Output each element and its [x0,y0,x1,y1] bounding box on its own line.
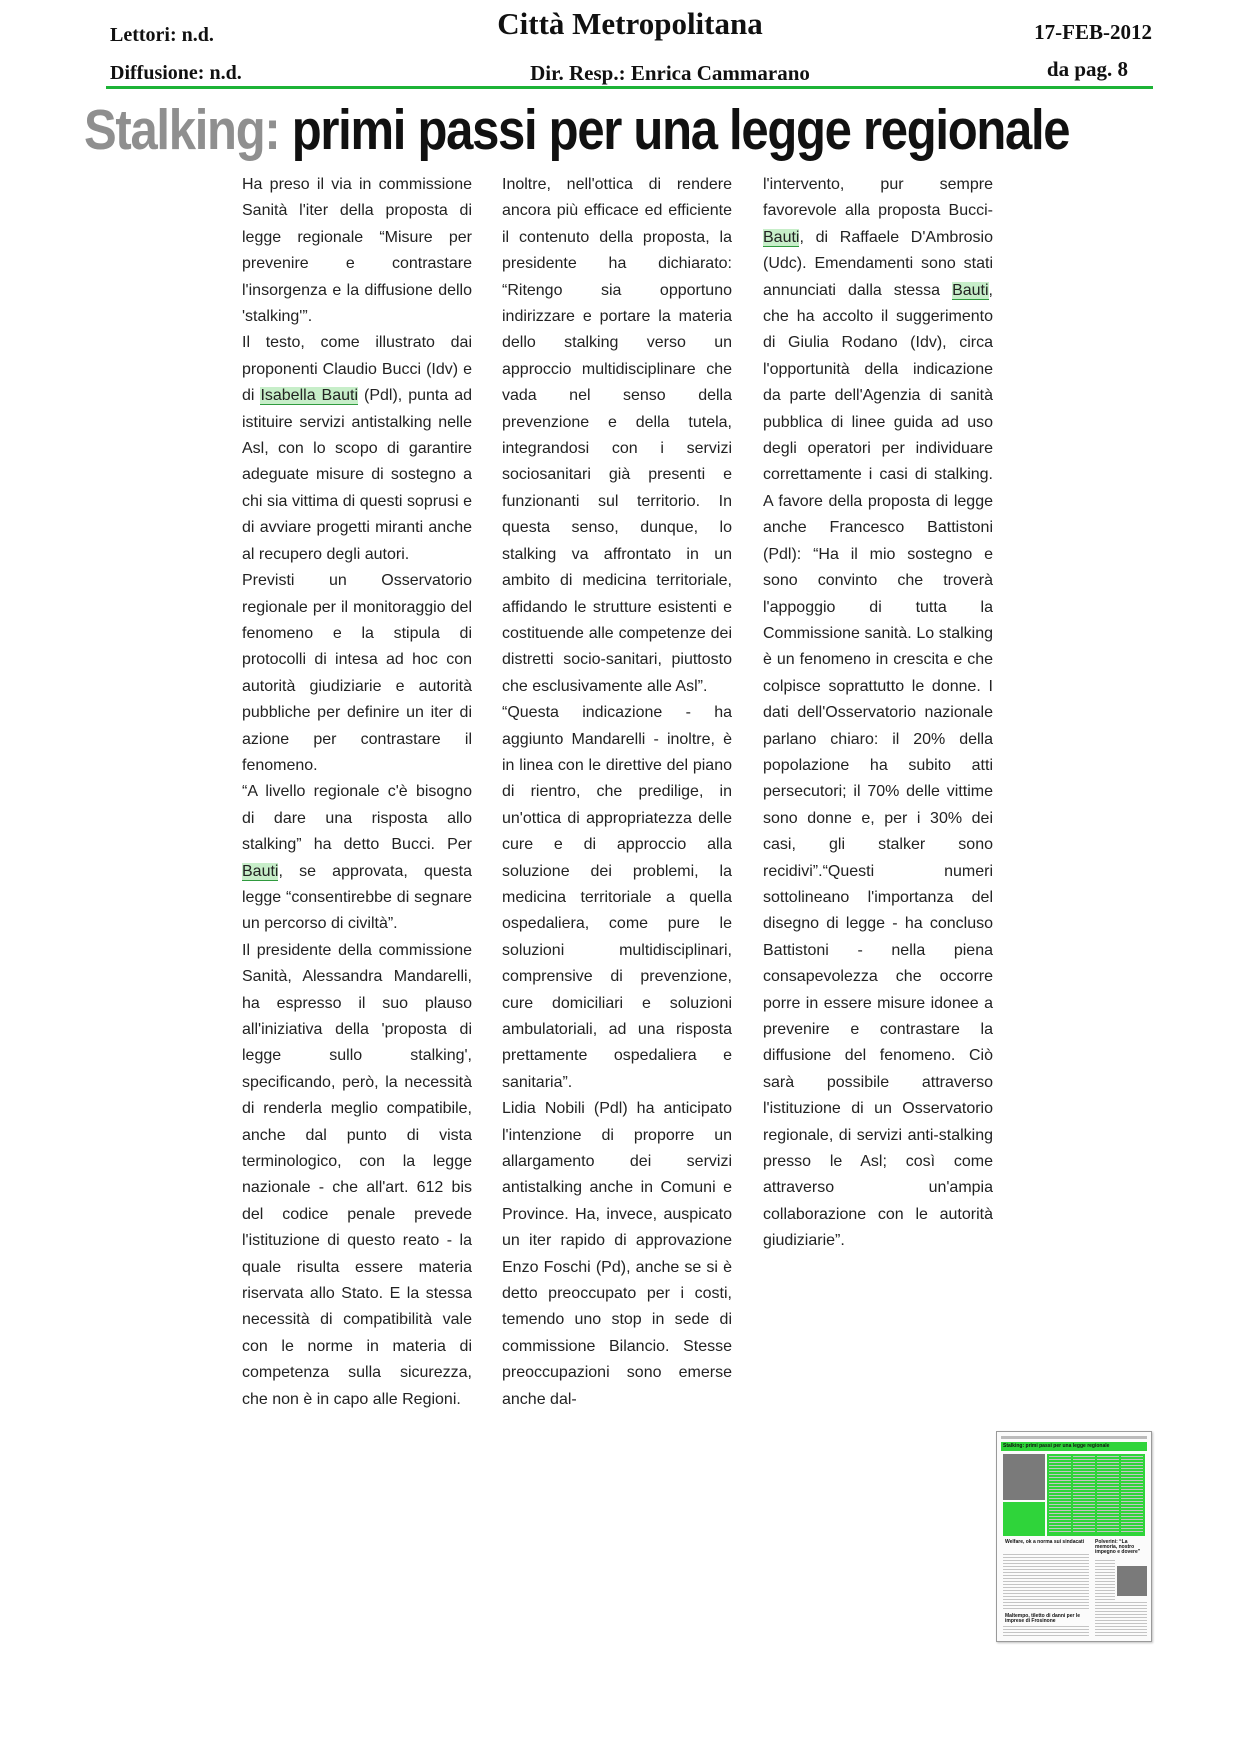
article-paragraph [502,172,732,700]
paragraph-text: Inoltre, nell'ottica di rendere ancora più efficace ed efficiente il contenuto della proposta, la presidente ha dichiarato: “Ritengo sia opportuno indirizzare e portare la materia dello stalking verso un approccio multidisciplinare che vada nel senso della prevenzione e della tutela, integrandosi con i servizi sociosanitari già presenti e funzionanti sul territorio. In questa senso, dunque, lo stalking va affrontato in un ambito di medicina territoriale, affidando le strutture esistenti e costituende alle competenze dei distretti socio-sanitari, piuttosto che esclusivamente alle Asl”. [502,176,732,695]
article-paragraph [502,1096,732,1413]
headline-kicker: Stalking: [84,98,280,162]
thumb-text-col [1049,1456,1071,1534]
headline-title: primi passi per una legge regionale [291,98,1070,162]
article-column-1 [242,172,472,1413]
paragraph-text: Il testo, come illustrato dai proponenti Claudio Bucci (Idv) e di [242,334,472,405]
paragraph-text: Ha preso il via in commissione Sanità l'iter della proposta di legge regionale “Misure per prevenire e contrastare l'insorgenza e la diffusione dello 'stalking'”. [242,176,472,326]
paragraph-text: , di Raffaele D'Ambrosio (Udc). Emendamenti sono stati annunciati dalla stessa [763,228,993,299]
issue-date: 17-FEB-2012 [1034,20,1152,44]
page-thumbnail [996,1431,1152,1642]
thumb-story-text [1003,1554,1089,1610]
readers-label: Lettori: n.d. [110,24,214,46]
thumb-story-text [1095,1602,1147,1638]
article-column-3 [763,172,993,1255]
thumb-photo [1117,1566,1147,1596]
thumb-header-bar [1001,1436,1147,1439]
highlighted-name: Bauti [242,862,279,880]
highlighted-name: Bauti [763,228,800,246]
thumb-headline: Stalking: primi passi per una legge regionale [1003,1443,1110,1449]
thumb-text-col [1097,1456,1119,1534]
article-paragraph [502,700,732,1096]
paragraph-text: Il presidente della commissione Sanità, Alessandra Mandarelli, ha espresso il suo plauso all'iniziativa della 'proposta di legge sullo stalking', specificando, però, la necessità di renderla meglio compatibile, anche dal punto di vista terminologico, con la legge nazionale - che all'art. 612 bis del codice penale prevede l'istituzione di questo reato - la quale risulta essere materia riservata allo Stato. E la stessa necessità di compatibilità vale con le norme in materia di competenza sulla sicurezza, che non è in capo alle Regioni. [242,941,472,1408]
thumb-story-text [1003,1626,1089,1638]
highlighted-name: Bauti [952,281,989,299]
highlighted-name: Isabella Bauti [260,387,359,405]
paragraph-text: Previsti un Osservatorio regionale per il monitoraggio del fenomeno e la stipula di protocolli di intesa ad hoc con autorità giudiziarie e autorità pubbliche per definire un iter di azione per contrastare il fenomeno. [242,572,472,774]
article-paragraph [242,779,472,937]
thumb-text-col [1121,1456,1143,1534]
thumb-story-2: Polverini: “La memoria, nostro impegno e dovere” [1095,1539,1141,1555]
thumb-story-1: Welfare, ok a norma sui sindacati [1005,1539,1085,1545]
thumb-green-block-2 [1003,1502,1045,1536]
circulation-label: Diffusione: n.d. [110,62,242,84]
thumb-photo-hand [1003,1454,1045,1500]
header-divider [106,86,1153,89]
director-label: Dir. Resp.: Enrica Cammarano [530,61,810,85]
article-headline [84,98,1070,162]
article-paragraph [242,172,472,330]
article-paragraph [242,330,472,568]
paragraph-text: , se approvata, questa legge “consentirebbe di segnare un percorso di civiltà”. [242,862,472,933]
paragraph-text: “Questa indicazione - ha aggiunto Mandarelli - inoltre, è in linea con le direttive del piano di rientro, che predilige, in un'ottica di appropriatezza delle cure e di approccio alla soluzione dei problemi, la medicina territoriale a quella ospedaliera, come pure le soluzioni multidisciplinari, comprensive di prevenzione, cure domiciliari e soluzioni ambulatoriali, ad una risposta prettamente ospedaliera e sanitaria”. [502,704,732,1091]
paragraph-text: l'intervento, pur sempre favorevole alla proposta Bucci- [763,176,993,220]
article-column-2 [502,172,732,1413]
paragraph-text: (Pdl), punta ad istituire servizi antistalking nelle Asl, con lo scopo di garantire adeguate misure di sostegno a chi sia vittima di questi soprusi e di avviare progetti miranti anche al recupero degli autori. [242,387,473,563]
page-reference: da pag. 8 [1046,57,1128,81]
newspaper-name: Città Metropolitana [497,6,763,41]
paragraph-text: Lidia Nobili (Pdl) ha anticipato l'intenzione di proporre un allargamento dei servizi antistalking anche in Comuni e Province. Ha, invece, auspicato un iter rapido di approvazione Enzo Foschi (Pd), anche se si è detto preoccupato per i costi, temendo uno stop in sede di commissione Bilancio. Stesse preoccupazioni sono emerse anche dal- [502,1100,732,1408]
thumb-story-text [1095,1560,1115,1604]
paragraph-text: , che ha accolto il suggerimento di Giulia Rodano (Idv), circa l'opportunità della indicazione da parte dell'Agenzia di sanità pubblica di linee guida ad uso degli operatori per individuare correttamente i casi di stalking. A favore della proposta di legge anche Francesco Battistoni (Pdl): “Ha il mio sostegno e sono convinto che troverà l'appoggio di tutta la Commissione sanità. Lo stalking è un fenomeno in crescita e che colpisce soprattutto le donne. I dati dell'Osservatorio nazionale parlano chiaro: il 20% della popolazione ha subito atti persecutori; il 70% delle vittime sono donne e, per i 30% dei casi, gli stalker sono recidivi”.“Questi numeri sottolineano l'importanza del disegno di legge - ha concluso Battistoni - nella piena consapevolezza che occorre porre in essere misure idonee a prevenire e contrastare la diffusione del fenomeno. Ciò sarà possibile attraverso l'istituzione di un Osservatorio regionale, di servizi anti-stalking presso le Asl; così come attraverso un'ampia collaborazione con le autorità giudiziarie”. [763,281,993,1250]
thumb-story-3: Maltempo, tiletto di danni per le imprese di Frosinone [1005,1613,1081,1624]
article-paragraph [242,938,472,1413]
article-paragraph [763,172,993,1255]
article-paragraph [242,568,472,779]
paragraph-text: “A livello regionale c'è bisogno di dare una risposta allo stalking” ha detto Bucci. Per [242,783,472,854]
thumb-text-col [1073,1456,1095,1534]
